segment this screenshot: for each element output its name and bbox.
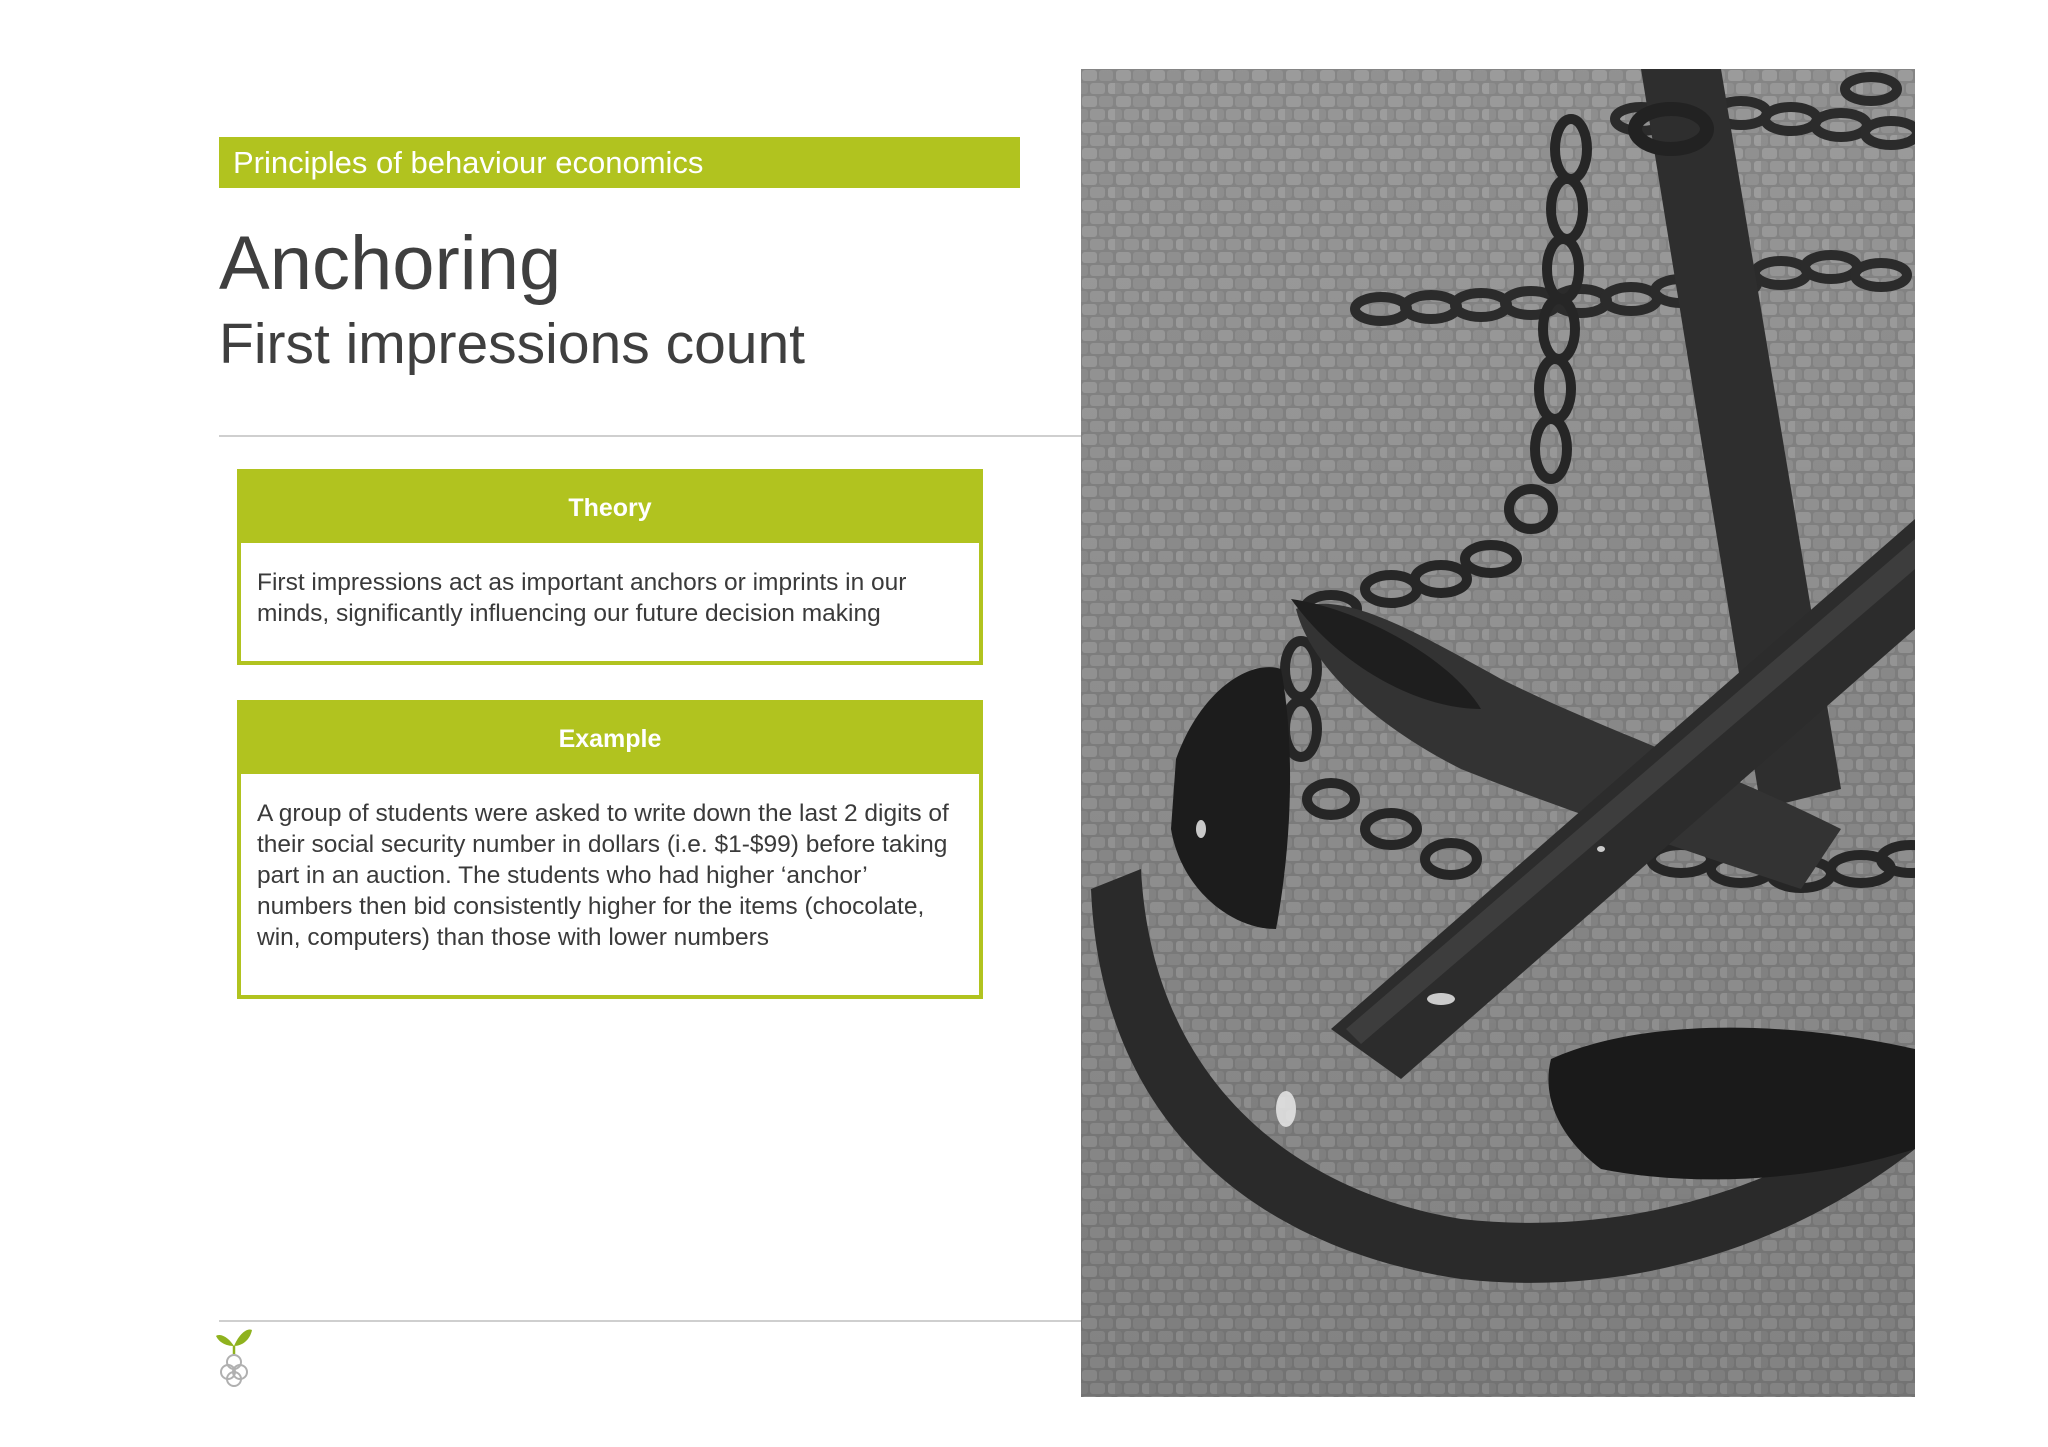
anchor-photo [1081,69,1915,1397]
anchor-illustration [1081,69,1915,1397]
theory-card-body: First impressions act as important anchors or imprints in our minds, significantly influencing our future decision making [257,569,907,627]
theory-card-heading: Theory [241,473,979,543]
page-title: Anchoring [219,221,562,306]
theory-card [237,469,983,665]
example-card [237,700,983,999]
top-divider [219,435,1081,437]
bottom-divider [219,1320,1081,1322]
page-subtitle: First impressions count [219,312,806,376]
sprout-logo-icon [214,1324,254,1388]
example-card-heading: Example [241,704,979,774]
section-label: Principles of behaviour economics [233,145,704,180]
section-banner [219,137,1020,188]
example-card-body: A group of students were asked to write down the last 2 digits of their social security number in dollars (i.e. $1-$99) before taking part in an auction. The students who had higher ‘anchor’ numbers then bid consistently higher for the items (chocolate, win, computers) than those with lower numbers [257,800,949,951]
